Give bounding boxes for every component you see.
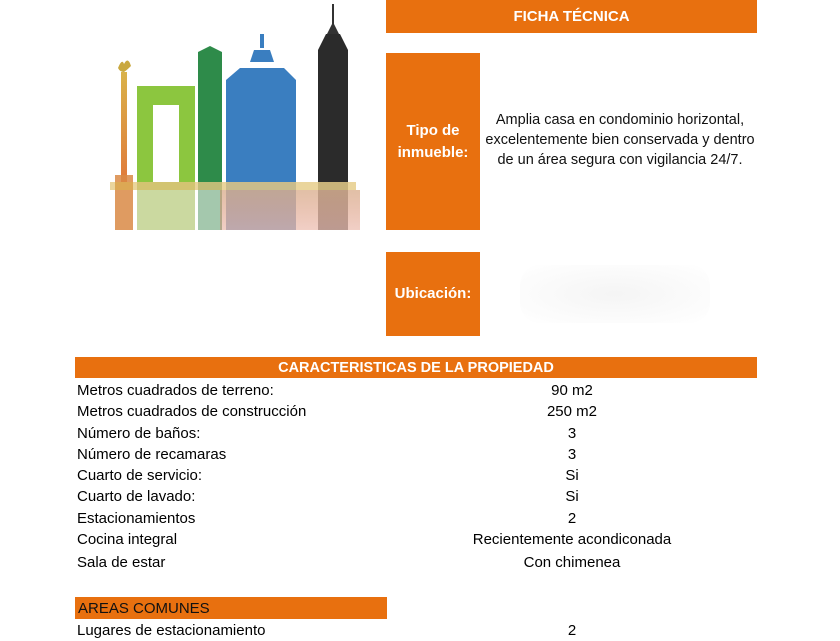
green-arch-building-icon [137,86,195,230]
property-description: Amplia casa en condominio horizontal, excelentemente bien conservada y dentro de un área segura con vigilancia 24/7. [485,112,755,168]
feature-label: Estacionamientos [77,509,196,527]
feature-value: 3 [567,424,577,442]
feature-label: Cuarto de servicio: [77,467,203,485]
feature-row [77,423,757,444]
feature-value: Recientemente acondiconada [472,531,672,549]
common-area-value: 2 [567,622,577,639]
feature-row [77,401,757,422]
data-sheet-header: FICHA TÉCNICA [386,0,757,33]
city-skyline-logo [100,0,365,240]
property-type-label-text: Tipo de inmueble: [397,121,469,161]
angel-monument-icon [115,60,133,230]
feature-row [77,486,757,507]
feature-label: Sala de estar [77,554,166,572]
feature-row [77,465,757,486]
feature-value: 250 m2 [546,403,598,421]
property-features-header: CARACTERISTICAS DE LA PROPIEDAD [75,357,757,378]
feature-row [77,550,757,574]
property-type-label [386,53,480,230]
common-area-row [77,620,757,641]
feature-label: Metros cuadrados de terreno: [77,382,274,399]
green-tower-icon [198,46,222,230]
feature-value: 3 [567,445,577,463]
feature-row [77,508,757,529]
feature-label: Número de baños: [77,424,201,442]
feature-value: Si [565,467,579,485]
location-label-text: Ubicación: [394,285,472,302]
feature-row [77,444,757,465]
feature-value: 2 [567,509,577,527]
location-value-redacted [520,265,710,323]
feature-row [77,380,757,401]
location-label [386,252,480,336]
feature-label: Cocina integral [77,531,178,549]
feature-label: Cuarto de lavado: [77,488,196,506]
feature-value: 90 m2 [551,382,593,399]
feature-label: Número de recamaras [77,445,227,463]
feature-value: Si [565,488,579,506]
feature-row [77,529,757,550]
common-area-label: Lugares de estacionamiento [77,622,266,639]
property-features-list [77,380,757,574]
common-areas-header: AREAS COMUNES [75,597,387,619]
feature-value: Con chimenea [523,554,621,572]
feature-label: Metros cuadrados de construcción [77,403,307,421]
